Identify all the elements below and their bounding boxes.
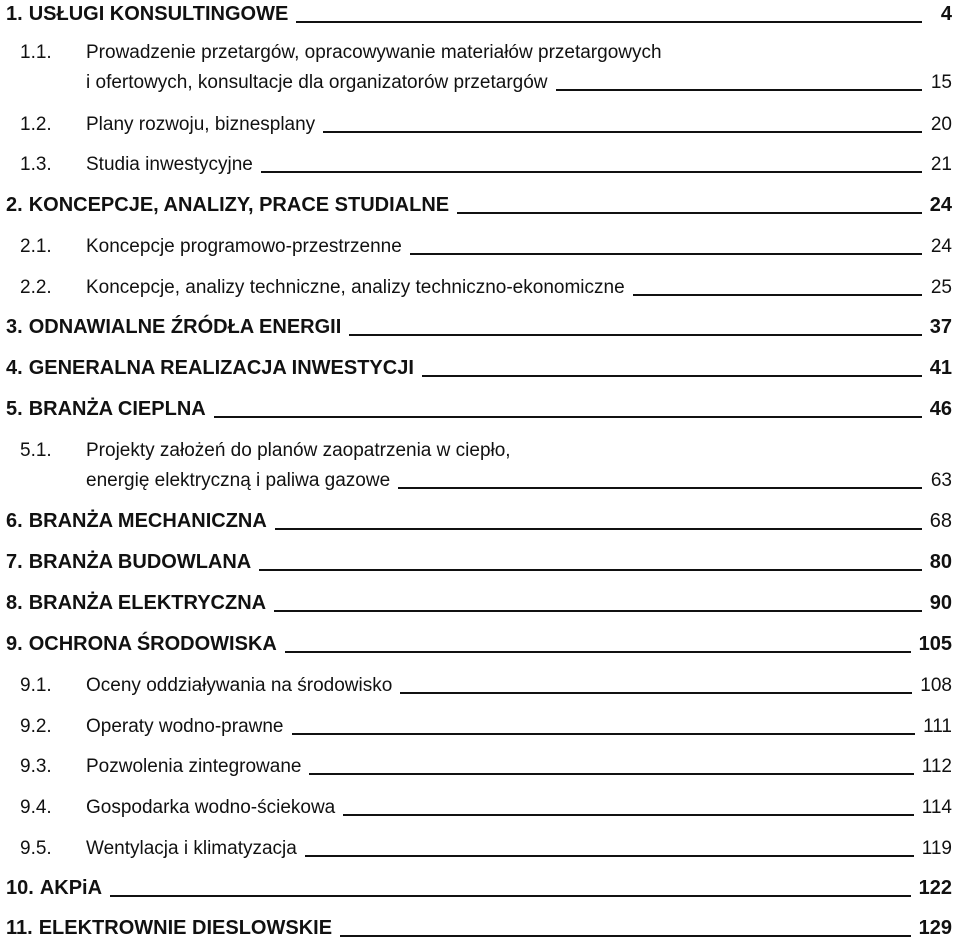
section-title: Oceny oddziaływania na środowisko <box>86 675 393 696</box>
page-number: 25 <box>930 277 952 298</box>
section-number: 1.3. <box>20 154 52 175</box>
leader-line <box>309 773 913 775</box>
leader-line <box>400 692 912 694</box>
leader-line <box>274 610 922 612</box>
section-number: 8. <box>6 592 23 614</box>
toc-line <box>20 275 952 299</box>
section-title: Gospodarka wodno-ściekowa <box>86 797 336 818</box>
section-title: Operaty wodno-prawne <box>86 716 284 737</box>
toc-line <box>6 356 952 380</box>
section-number: 11. <box>6 917 33 939</box>
section-title: KONCEPCJE, ANALIZY, PRACE STUDIALNE <box>28 194 450 216</box>
section-number: 1.2. <box>20 114 52 135</box>
page-number: 119 <box>921 838 952 859</box>
section-title: Koncepcje, analizy techniczne, analizy techniczno-ekonomiczne <box>86 277 625 298</box>
section-number: 9.5. <box>20 838 52 859</box>
toc-line <box>20 112 952 136</box>
leader-line <box>323 131 922 133</box>
leader-line <box>349 334 921 336</box>
page-number: 37 <box>929 316 952 338</box>
leader-line <box>457 212 922 214</box>
page-number: 129 <box>918 917 952 939</box>
section-number: 7. <box>6 551 23 573</box>
section-number: 1.1. <box>20 42 52 63</box>
toc-line <box>6 591 952 615</box>
section-number: 9.1. <box>20 675 52 696</box>
section-number: 2. <box>6 194 23 216</box>
section-number: 9. <box>6 633 23 655</box>
toc-line <box>6 509 952 533</box>
toc-line <box>6 193 952 217</box>
section-title: ODNAWIALNE ŹRÓDŁA ENERGII <box>28 316 342 338</box>
section-title: Wentylacja i klimatyzacja <box>86 838 297 859</box>
leader-line <box>275 528 922 530</box>
toc-line <box>20 438 952 462</box>
section-number: 4. <box>6 357 23 379</box>
toc-line <box>6 632 952 656</box>
page-number: 112 <box>921 756 952 777</box>
leader-line <box>259 569 922 571</box>
section-title: ELEKTROWNIE DIESLOWSKIE <box>38 917 333 939</box>
toc-line <box>20 795 952 819</box>
toc-line <box>20 70 952 94</box>
section-number: 10. <box>6 877 34 899</box>
page-number: 46 <box>929 398 952 420</box>
toc-line <box>20 836 952 860</box>
page-number: 105 <box>918 633 952 655</box>
section-title: GENERALNA REALIZACJA INWESTYCJI <box>28 357 414 379</box>
toc-line <box>6 315 952 339</box>
page-number: 68 <box>929 510 952 532</box>
section-title: BRANŻA MECHANICZNA <box>28 510 267 532</box>
page-number: 114 <box>921 797 952 818</box>
leader-line <box>340 935 911 937</box>
section-title: Plany rozwoju, biznesplany <box>86 114 316 135</box>
page-number: 15 <box>930 72 952 93</box>
page-number: 4 <box>940 3 952 25</box>
section-number: 1. <box>6 3 23 25</box>
leader-line <box>110 895 911 897</box>
leader-line <box>214 416 922 418</box>
leader-line <box>296 21 922 23</box>
leader-line <box>343 814 913 816</box>
section-title: BRANŻA CIEPLNA <box>28 398 206 420</box>
section-title-continued: energię elektryczną i paliwa gazowe <box>86 470 391 491</box>
section-title: Prowadzenie przetargów, opracowywanie materiałów przetargowych <box>86 42 662 63</box>
page-number: 24 <box>929 194 952 216</box>
page-number: 24 <box>930 236 952 257</box>
section-number: 9.3. <box>20 756 52 777</box>
leader-line <box>292 733 916 735</box>
section-title: Studia inwestycyjne <box>86 154 253 175</box>
leader-line <box>305 855 914 857</box>
leader-line <box>398 487 922 489</box>
toc-line <box>20 673 952 697</box>
page-number: 20 <box>930 114 952 135</box>
page-number: 80 <box>929 551 952 573</box>
section-number: 9.2. <box>20 716 52 737</box>
section-title: BRANŻA BUDOWLANA <box>28 551 252 573</box>
leader-line <box>261 171 922 173</box>
page-number: 41 <box>929 357 952 379</box>
section-number: 3. <box>6 316 23 338</box>
section-number: 2.1. <box>20 236 52 257</box>
section-title: USŁUGI KONSULTINGOWE <box>28 3 289 25</box>
section-title: Koncepcje programowo-przestrzenne <box>86 236 402 257</box>
leader-line <box>422 375 922 377</box>
leader-line <box>633 294 922 296</box>
section-title: AKPiA <box>39 877 103 899</box>
section-number: 9.4. <box>20 797 52 818</box>
section-title-continued: i ofertowych, konsultacje dla organizatorów przetargów <box>86 72 548 93</box>
section-number: 5.1. <box>20 440 52 461</box>
section-number: 6. <box>6 510 23 532</box>
leader-line <box>285 651 911 653</box>
toc-line <box>6 2 952 26</box>
section-title: Pozwolenia zintegrowane <box>86 756 302 777</box>
toc-line <box>6 397 952 421</box>
section-title: OCHRONA ŚRODOWISKA <box>28 633 277 655</box>
page-number: 111 <box>923 716 952 737</box>
toc-line <box>6 550 952 574</box>
section-title: Projekty założeń do planów zaopatrzenia w ciepło, <box>86 440 511 461</box>
toc-line <box>6 876 952 900</box>
toc-line <box>20 468 952 492</box>
page-number: 122 <box>918 877 952 899</box>
leader-line <box>556 89 922 91</box>
toc-line <box>20 152 952 176</box>
toc-line <box>6 916 952 940</box>
page-number: 21 <box>930 154 952 175</box>
section-number: 5. <box>6 398 23 420</box>
section-number: 2.2. <box>20 277 52 298</box>
page-number: 108 <box>920 675 952 696</box>
toc-line <box>20 754 952 778</box>
page-number: 63 <box>930 470 952 491</box>
toc-line <box>20 714 952 738</box>
leader-line <box>410 253 922 255</box>
page-number: 90 <box>929 592 952 614</box>
toc-line <box>20 234 952 258</box>
toc-line <box>20 40 952 64</box>
section-title: BRANŻA ELEKTRYCZNA <box>28 592 267 614</box>
